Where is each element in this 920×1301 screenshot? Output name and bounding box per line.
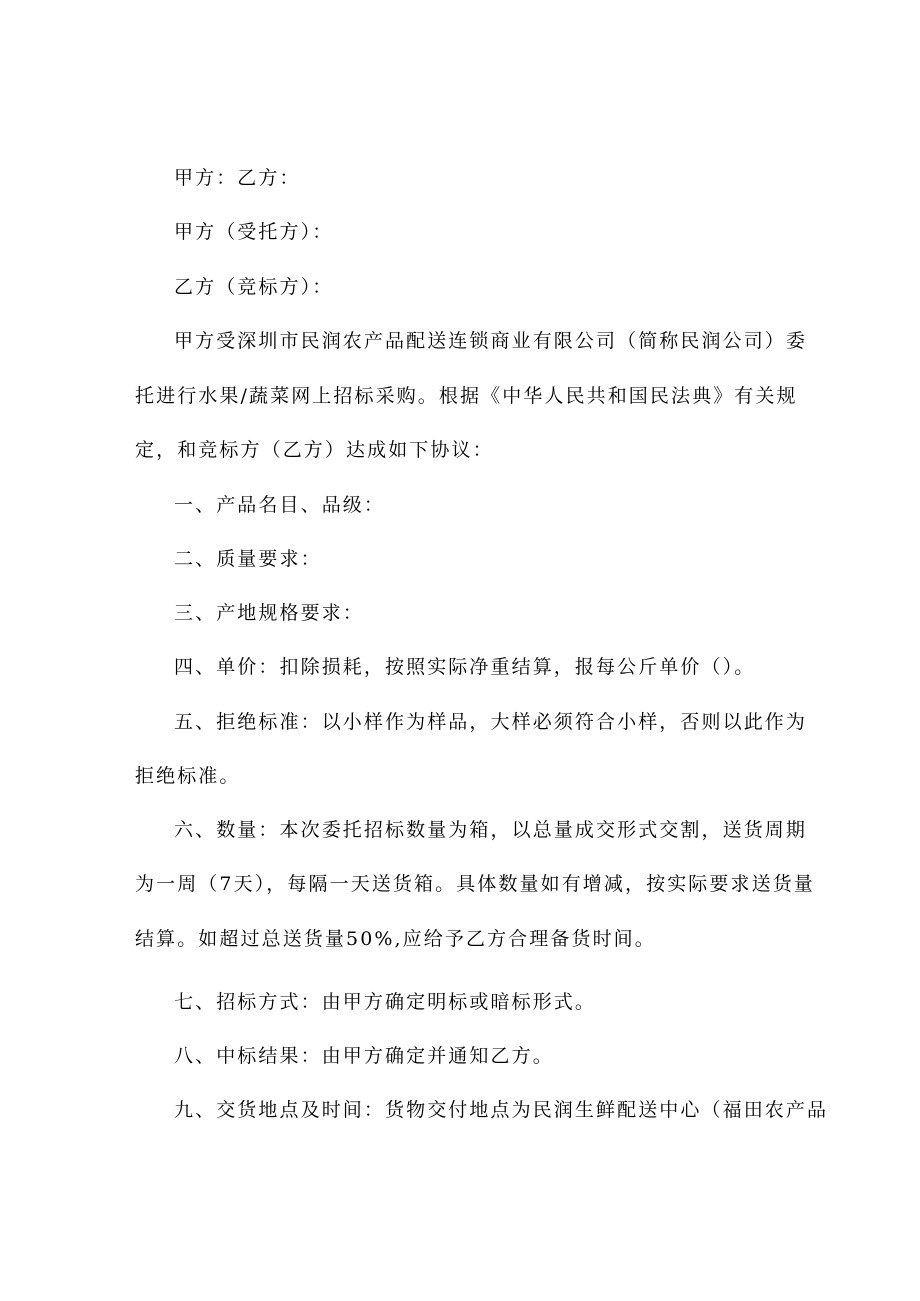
clause-2-line: 二、质量要求： <box>174 548 322 570</box>
party-a-line: 甲方（受托方）： <box>174 221 334 243</box>
clause-3-line: 三、产地规格要求： <box>174 602 364 624</box>
party-b-line: 乙方（竞标方）： <box>174 276 334 298</box>
clause-5-line: 五、拒绝标准：以小样作为样品，大样必须符合小样，否则以此作为 <box>174 711 808 733</box>
intro-paragraph-line: 定，和竞标方（乙方）达成如下协议： <box>135 439 494 461</box>
clause-4-line: 四、单价：扣除损耗，按照实际净重结算，报每公斤单价（）。 <box>174 656 756 678</box>
clause-6-line: 结算。如超过总送货量50%,应给予乙方合理备货时间。 <box>135 928 656 950</box>
clause-5-line: 拒绝标准。 <box>135 765 241 787</box>
intro-paragraph-line: 甲方受深圳市民润农产品配送连锁商业有限公司（简称民润公司）委 <box>174 330 808 352</box>
clause-7-line: 七、招标方式：由甲方确定明标或暗标形式。 <box>174 991 597 1013</box>
party-line: 甲方：乙方： <box>174 167 301 189</box>
clause-8-line: 八、中标结果：由甲方确定并通知乙方。 <box>174 1045 554 1067</box>
clause-6-line: 六、数量：本次委托招标数量为箱，以总量成交形式交割，送货周期 <box>174 819 808 841</box>
clause-9-line: 九、交货地点及时间：货物交付地点为民润生鲜配送中心（福田农产品 <box>174 1099 829 1121</box>
intro-paragraph-line: 托进行水果/蔬菜网上招标采购。根据《中华人民共和国民法典》有关规 <box>135 385 798 407</box>
clause-1-line: 一、产品名目、品级： <box>174 494 386 516</box>
clause-6-line: 为一周（7天），每隔一天送货箱。具体数量如有增减，按实际要求送货量 <box>135 873 815 895</box>
